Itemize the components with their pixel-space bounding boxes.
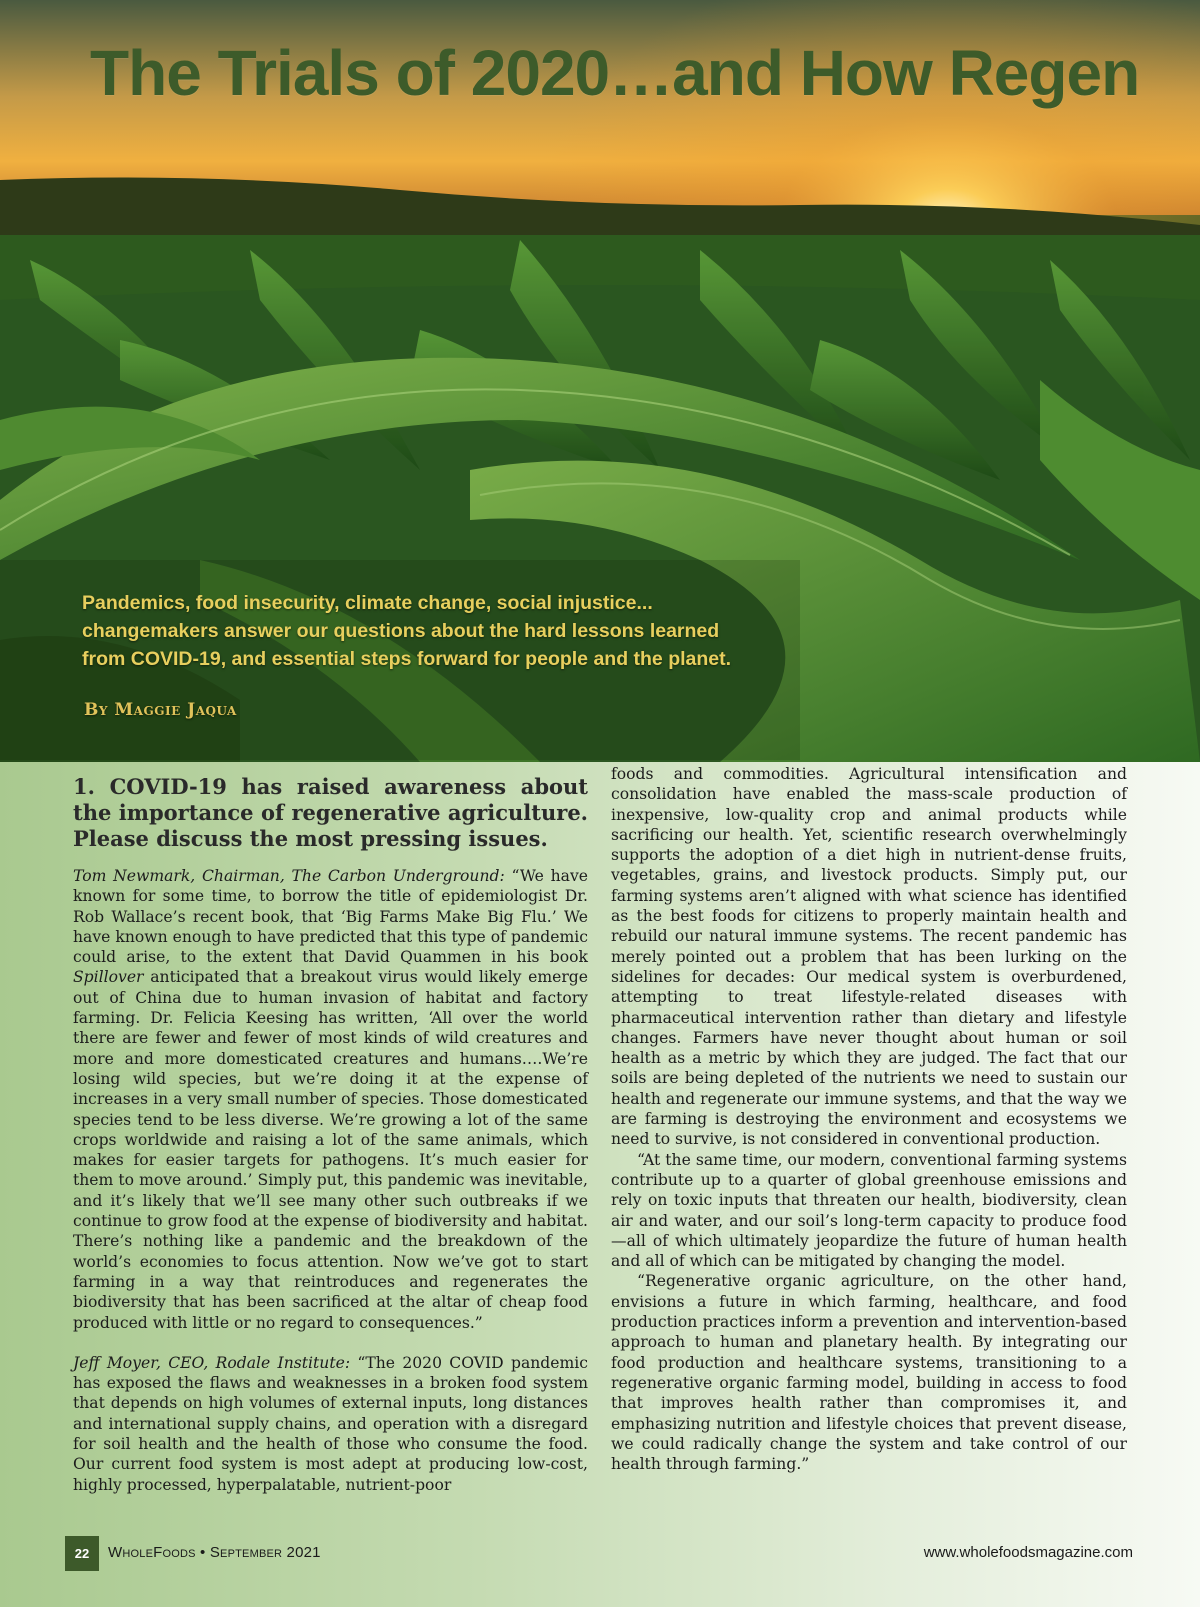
answer-text: anticipated that a breakout virus would likely emerge out of China due to human invasion of habitat and factory farming. Dr. Felicia Keesing has written, ‘All over the world there are fewer and fewer of most kinds of wild creatures and more and more domesticated creatures and humans….We’re losing wild species, but we’re doing it at the expense of increases in a very small number of species. Those domesticated species tend to be less diverse. We’re growing a lot of the same crops worldwide and raising a lot of the same animals, which makes for easier targets for pathogens. It’s much easier for them to move around.’ Simply put, this pandemic was inevitable, and it’s likely that we’ll see many other such outbreaks if we continue to grow food at the expense of biodiversity and habitat. There’s nothing like a pandemic and the breakdown of the world’s economies to focus attention. Now we’ve got to start farming in a way that reintroduces and regenerates the biodiversity that has been sacrificed at the altar of cheap food produced with little or no regard to consequences.” xyxy=(73,968,588,1332)
column-left xyxy=(73,774,588,1495)
answer-text: “The 2020 COVID pandemic has exposed the flaws and weaknesses in a broken food system that depends on high volumes of external inputs, long distances and international supply chains, and operation with a disregard for soil health and the health of those who consume the food. Our current food system is most adept at producing low-cost, highly processed, hyperpalatable, nutrient-poor xyxy=(73,1353,589,1494)
book-title: Spillover xyxy=(73,968,144,987)
answer-paragraph: foods and commodities. Agricultural intensification and consolidation have enabled the mass-scale production of inexpensive, low-quality crop and animal products while sacrificing our health. Yet, scientific research overwhelmingly supports the adoption of a diet high in nutrient-dense fruits, vegetables, grains, and livestock products. Simply put, our farming systems aren’t aligned with what science has identified as the best foods for citizens to properly maintain health and rebuild our natural immune systems. The recent pandemic has merely pointed out a problem that has been lurking on the sidelines for decades: Our medical system is overburdened, attempting to treat lifestyle-related diseases with pharmaceutical intervention rather than dietary and lifestyle changes. Farmers have never thought about human or soil health as a metric by which they are judged. The fact that our soils are being depleted of the nutrients we need to sustain our health and regenerate our immune systems, and that the way we are farming is destroying the environment and ecosystems we need to survive, is not considered in conventional production. xyxy=(611,765,1127,1149)
answer-paragraph xyxy=(73,866,588,1333)
publication-name: WholeFoods • September 2021 xyxy=(108,1544,321,1561)
hero-photo xyxy=(0,0,1200,762)
attribution: Jeff Moyer, CEO, Rodale Institute: xyxy=(73,1353,351,1372)
article-body xyxy=(0,762,1200,1607)
byline: By Maggie Jaqua xyxy=(84,700,237,720)
column-right xyxy=(611,764,1127,1474)
page-number: 22 xyxy=(65,1536,99,1571)
answer-text: “We have known for some time, to borrow the title of epidemiologist Dr. Rob Wallace’s recent book, that ‘Big Farms Make Big Flu.’ We have known enough to have predicted that this type of pandemic could arise, to the extent that David Quammen in his book xyxy=(73,867,589,967)
answer-paragraph: “Regenerative organic agriculture, on the other hand, envisions a future in which farming, healthcare, and food production practices inform a prevention and intervention-based approach to human and planetary health. By integrating our food production and healthcare systems, transitioning to a regenerative organic farming model, building in access to food that improves health rather than compromises it, and emphasizing nutrition and lifestyle choices that prevent disease, we could radically change the system and take control of our health through farming.” xyxy=(611,1272,1127,1474)
website-url[interactable]: www.wholefoodsmagazine.com xyxy=(923,1544,1133,1561)
deck-text xyxy=(82,589,782,673)
answer-paragraph xyxy=(73,1353,588,1495)
deck-line: from COVID-19, and essential steps forward for people and the planet. xyxy=(82,648,732,670)
attribution: Tom Newmark, Chairman, The Carbon Underground: xyxy=(73,867,505,885)
page-footer xyxy=(0,1536,1200,1572)
deck-line: Pandemics, food insecurity, climate change, social injustice... xyxy=(82,592,653,614)
headline: The Trials of 2020…and How Regen xyxy=(90,37,1140,109)
question-heading: 1. COVID-19 has raised awareness about the importance of regenerative agriculture. Please discuss the most pressing issues. xyxy=(73,774,588,851)
answer-paragraph: “At the same time, our modern, conventional farming systems contribute up to a quarter of global greenhouse emissions and rely on toxic inputs that threaten our health, biodiversity, clean air and water, and our soil’s long-term capacity to produce food—all of which ultimately jeopardize the future of human health and all of which can be mitigated by changing the model. xyxy=(611,1150,1127,1271)
deck-line: changemakers answer our questions about the hard lessons learned xyxy=(82,620,720,642)
